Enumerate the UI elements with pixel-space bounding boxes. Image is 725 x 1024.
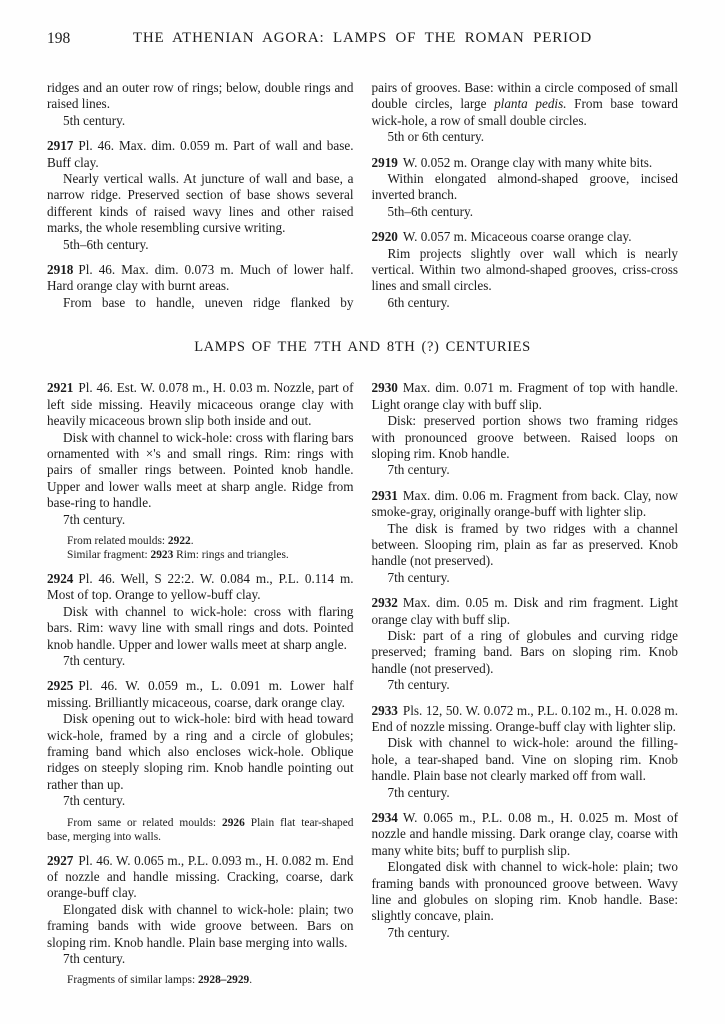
section-heading: LAMPS OF THE 7TH AND 8TH (?) CENTURIES — [194, 339, 531, 356]
entry-head — [47, 678, 354, 711]
note-text: From same or related moulds: — [67, 816, 223, 829]
catalog-entry-2924 — [47, 571, 354, 669]
entry-head — [372, 155, 679, 171]
entry-head — [47, 138, 354, 171]
catalog-entry-2934 — [372, 810, 679, 941]
catalog-entry-2917 — [47, 138, 354, 253]
right-column — [372, 80, 679, 311]
note-text: Similar fragment: — [67, 548, 151, 561]
note-text: Fragments of similar lamps: — [67, 974, 198, 987]
note-ref-number: 2928–2929 — [197, 974, 250, 987]
entry-note — [47, 973, 354, 987]
entry-number: 2920 — [371, 229, 398, 245]
entry-date: 5th–6th century. — [63, 236, 149, 252]
runover-paragraph — [372, 80, 679, 129]
page-header — [47, 30, 678, 50]
page-number: 198 — [47, 30, 71, 47]
entry-head-text: Max. dim. 0.05 m. Disk and rim fragment. Light orange clay with buff slip. — [371, 595, 678, 627]
entry-date: 7th century. — [387, 924, 450, 940]
runover-text: From base toward wick-hole, a row of small double circles. — [371, 96, 678, 128]
right-column — [372, 380, 679, 987]
entry-head-text: Pl. 46. Well, S 22:2. W. 0.084 m., P.L. 0.114 m. Most of top. Orange to yellow-buff clay. — [47, 570, 354, 603]
entry-number: 2918 — [47, 262, 74, 278]
entry-head — [47, 380, 354, 429]
entry-note — [47, 816, 354, 844]
entry-head — [372, 595, 679, 628]
entry-head — [372, 488, 679, 521]
entry-note — [47, 534, 354, 548]
entry-number: 2917 — [47, 138, 74, 154]
runover-text: pairs of grooves. Base: within a circle composed of small double circles, large — [371, 80, 678, 112]
entry-number: 2934 — [371, 810, 398, 826]
note-ref-number: 2923 — [150, 548, 174, 561]
entry-description: Disk: part of a ring of globules and curving ridge preserved; framing band. Bars on sloping rim. Knob handle (not preserved). — [371, 627, 678, 676]
entry-number: 2924 — [47, 570, 74, 586]
entry-description: Nearly vertical walls. At juncture of wall and base, a narrow ridge. Preserved section of base shows several different kinds of raised wavy lines and other raised marks, the whole resembling cursive writing. — [47, 171, 354, 236]
entry-number: 2919 — [371, 154, 398, 170]
note-text: From related moulds: — [67, 534, 168, 547]
roman-period-columns — [47, 80, 678, 311]
entry-description: Elongated disk with channel to wick-hole: plain; two framing bands with pronounced groove between. Wavy line and globules on sloping rim. Knob handle. Base: slightly concave, plain. — [371, 859, 678, 924]
entry-date: 5th or 6th century. — [387, 129, 485, 145]
entry-description: The disk is framed by two ridges with a channel between. Slooping rim, plain as far as preserved. Knob handle (not preserved). — [371, 520, 678, 569]
note-text: Rim: rings and triangles. — [173, 548, 289, 561]
entry-number: 2921 — [47, 380, 74, 396]
entry-description: Disk with channel to wick-hole: cross with flaring bars. Rim: wavy line with small rings and dots. Pointed knob handle. Upper and lower walls meet at sharp angle. — [47, 603, 354, 652]
entry-head — [372, 703, 679, 736]
entry-head-text: Pl. 46. Max. dim. 0.073 m. Much of lower half. Hard orange clay with burnt areas. — [47, 262, 354, 294]
entry-head-text: Pl. 46. Est. W. 0.078 m., H. 0.03 m. Nozzle, part of left side missing. Heavily micaceous orange clay with heavily micaceous brown slip both inside and out. — [47, 380, 354, 429]
entry-head — [47, 262, 354, 295]
catalog-entry-2919 — [372, 155, 679, 221]
entry-head — [47, 853, 354, 902]
entry-head — [372, 229, 679, 245]
entry-date: 7th century. — [63, 511, 126, 527]
entry-date: 7th century. — [63, 652, 126, 668]
entry-description: Disk with channel to wick-hole: cross with flaring bars ornamented with ×'s and small rings. Rim: rings with pairs of smaller rings between. Pointed knob handle. Upper and lower walls meet at sharp angle. Ridge from base-ring to handle. — [47, 429, 354, 511]
entry-number: 2931 — [371, 487, 398, 503]
catalog-entry-2920 — [372, 229, 679, 311]
catalog-entry-2918 — [47, 262, 354, 311]
entry-date: 7th century. — [387, 677, 450, 693]
note-ref-number: 2922 — [167, 534, 191, 547]
entry-head — [372, 380, 679, 413]
entry-head-text: Max. dim. 0.06 m. Fragment from back. Clay, now smoke-gray, originally orange-buff with lighter slip. — [371, 487, 678, 520]
entry-date: 7th century. — [387, 569, 450, 585]
note-ref-number: 2926 — [222, 816, 245, 829]
note-text: Plain flat tear-shaped base, merging into walls. — [47, 816, 354, 843]
entry-number: 2930 — [371, 380, 398, 396]
entry-date: 7th century. — [387, 462, 450, 478]
entry-description: Rim projects slightly over wall which is nearly vertical. Within two almond-shaped grooves, criss-cross lines and small circles. — [371, 245, 678, 294]
entry-head-text: W. 0.057 m. Micaceous coarse orange clay. — [402, 229, 632, 245]
catalog-entry-2932 — [372, 595, 679, 693]
entry-head-text: W. 0.065 m., P.L. 0.08 m., H. 0.025 m. Most of nozzle and handle missing. Dark orange clay, coarse with many white bits; buff to purplish slip. — [371, 810, 678, 858]
catalog-entry-2925 — [47, 678, 354, 843]
entry-date: 7th century. — [63, 951, 126, 967]
left-column — [47, 80, 354, 311]
entry-number: 2927 — [47, 852, 74, 868]
entry-date: 7th century. — [63, 793, 126, 809]
catalog-entry-2921 — [47, 380, 354, 562]
entry-date: 5th century. — [63, 112, 126, 128]
entry-number: 2932 — [371, 595, 398, 611]
entry-date: 6th century. — [387, 294, 450, 310]
entry-head-text: Pl. 46. W. 0.059 m., L. 0.091 m. Lower half missing. Brilliantly micaceous, coarse, dark orange clay. — [47, 678, 354, 710]
entry-description: Disk with channel to wick-hole: around the filling-hole, a tear-shaped band. Vine on sloping rim. Knob handle. Plain base not clearly marked off from wall. — [371, 735, 678, 784]
seventh-century-columns — [47, 380, 678, 987]
entry-head-text: Pls. 12, 50. W. 0.072 m., P.L. 0.102 m., H. 0.028 m. End of nozzle missing. Orange-buff clay with lighter slip. — [371, 702, 678, 734]
entry-head — [47, 571, 354, 604]
entry-description: Within elongated almond-shaped groove, incised inverted branch. — [371, 171, 678, 203]
entry-head — [372, 810, 679, 859]
entry-head-text: Max. dim. 0.071 m. Fragment of top with handle. Light orange clay with buff slip. — [371, 380, 678, 412]
entry-date: 7th century. — [387, 784, 450, 800]
note-text: . — [249, 974, 253, 987]
entry-note — [47, 548, 354, 562]
catalog-entry-2931 — [372, 488, 679, 586]
entry-head-text: W. 0.052 m. Orange clay with many white bits. — [402, 154, 653, 170]
catalog-entry-2927 — [47, 853, 354, 988]
catalog-entry-2933 — [372, 703, 679, 801]
entry-description: Elongated disk with channel to wick-hole: plain; two framing bands with wide groove between. Bars on sloping rim. Knob handle. Plain base merging into walls. — [47, 901, 354, 950]
note-text: . — [190, 534, 194, 547]
entry-number: 2925 — [47, 678, 74, 694]
entry-date: 5th–6th century. — [387, 203, 474, 219]
latin-term: planta pedis. — [494, 96, 567, 112]
catalog-entry-2930 — [372, 380, 679, 478]
runover-paragraph: ridges and an outer row of rings; below, double rings and raised lines. — [47, 80, 354, 112]
entry-description: Disk: preserved portion shows two framing ridges with pronounced groove between. Raised loops on sloping rim. Knob handle. — [371, 413, 678, 461]
entry-head-text: Pl. 46. W. 0.065 m., P.L. 0.093 m., H. 0.082 m. End of nozzle and handle missing. Cracking, coarse, dark orange-buff clay. — [47, 852, 354, 901]
left-column — [47, 380, 354, 987]
entry-description: Disk opening out to wick-hole: bird with head toward wick-hole, framed by a ring and a circle of globules; framing band which also encloses wick-hole. Oblique ridges on steeply sloping rim. Knob handle pointing out rather than up. — [47, 711, 354, 792]
entry-number: 2933 — [371, 702, 398, 718]
entry-head-text: Pl. 46. Max. dim. 0.059 m. Part of wall and base. Buff clay. — [47, 138, 354, 170]
entry-description: From base to handle, uneven ridge flanked by — [63, 294, 354, 310]
page-title: THE ATHENIAN AGORA: LAMPS OF THE ROMAN PERIOD — [132, 30, 593, 46]
